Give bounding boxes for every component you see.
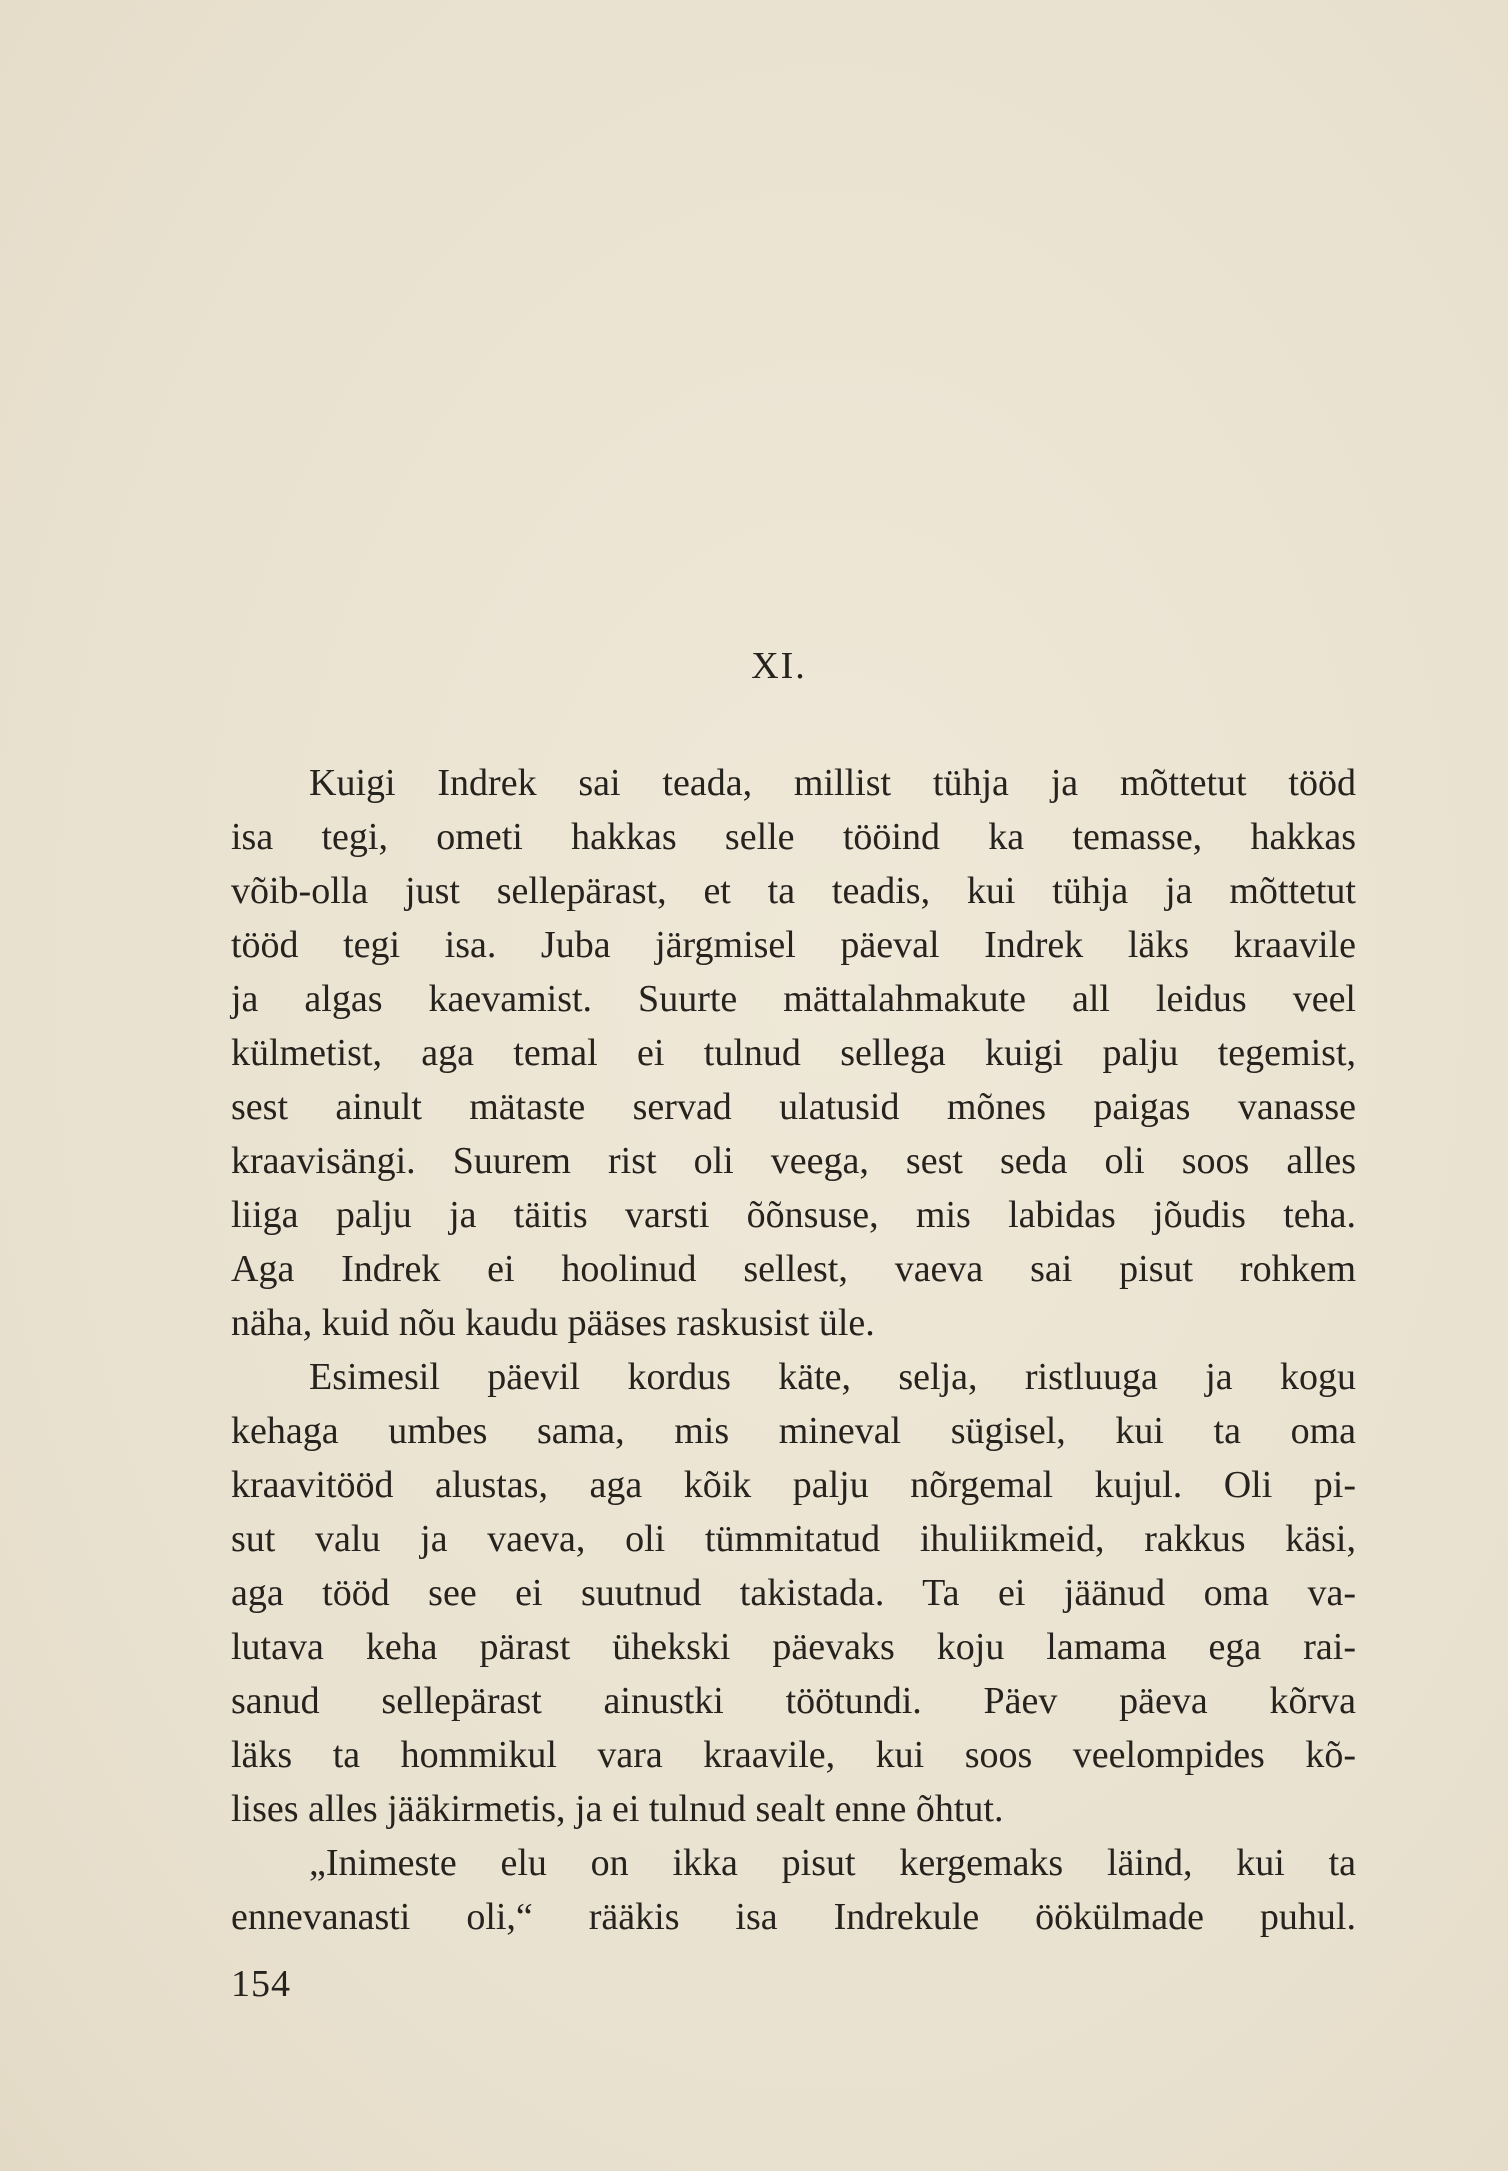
chapter-heading: XI.: [751, 645, 807, 687]
text-line: kraavisängi. Suurem rist oli veega, sest seda oli soos alles: [231, 1140, 1356, 1182]
text-line: ennevanasti oli,“ rääkis isa Indrekule öökülmade puhul.: [231, 1896, 1356, 1938]
text-line: läks ta hommikul vara kraavile, kui soos veelompides kõ-: [231, 1734, 1356, 1776]
text-line: Kuigi Indrek sai teada, millist tühja ja mõttetut tööd: [309, 762, 1356, 804]
text-line: lutava keha pärast ühekski päevaks koju lamama ega rai-: [231, 1626, 1356, 1668]
page-number: 154: [231, 1963, 291, 2005]
text-line: „Inimeste elu on ikka pisut kergemaks läind, kui ta: [309, 1842, 1356, 1884]
text-line: lises alles jääkirmetis, ja ei tulnud sealt enne õhtut.: [231, 1788, 1004, 1830]
text-line: ja algas kaevamist. Suurte mättalahmakute all leidus veel: [231, 978, 1356, 1020]
text-line: näha, kuid nõu kaudu pääses raskusist üle.: [231, 1302, 875, 1344]
text-line: tööd tegi isa. Juba järgmisel päeval Indrek läks kraavile: [231, 924, 1356, 966]
text-line: kehaga umbes sama, mis mineval sügisel, kui ta oma: [231, 1410, 1356, 1452]
text-line: sest ainult mätaste servad ulatusid mõnes paigas vanasse: [231, 1086, 1356, 1128]
text-line: isa tegi, ometi hakkas selle tööind ka temasse, hakkas: [231, 816, 1356, 858]
text-line: kraavitööd alustas, aga kõik palju nõrgemal kujul. Oli pi-: [231, 1464, 1356, 1506]
text-line: külmetist, aga temal ei tulnud sellega kuigi palju tegemist,: [231, 1032, 1356, 1074]
text-line: Esimesil päevil kordus käte, selja, ristluuga ja kogu: [309, 1356, 1356, 1398]
text-line: aga tööd see ei suutnud takistada. Ta ei jäänud oma va-: [231, 1572, 1356, 1614]
text-line: Aga Indrek ei hoolinud sellest, vaeva sai pisut rohkem: [231, 1248, 1356, 1290]
text-line: liiga palju ja täitis varsti õõnsuse, mis labidas jõudis teha.: [231, 1194, 1356, 1236]
body-text: [231, 756, 1356, 1944]
text-line: võib-olla just sellepärast, et ta teadis, kui tühja ja mõttetut: [231, 870, 1356, 912]
text-line: sanud sellepärast ainustki töötundi. Päev päeva kõrva: [231, 1680, 1356, 1722]
text-line: sut valu ja vaeva, oli tümmitatud ihuliikmeid, rakkus käsi,: [231, 1518, 1356, 1560]
